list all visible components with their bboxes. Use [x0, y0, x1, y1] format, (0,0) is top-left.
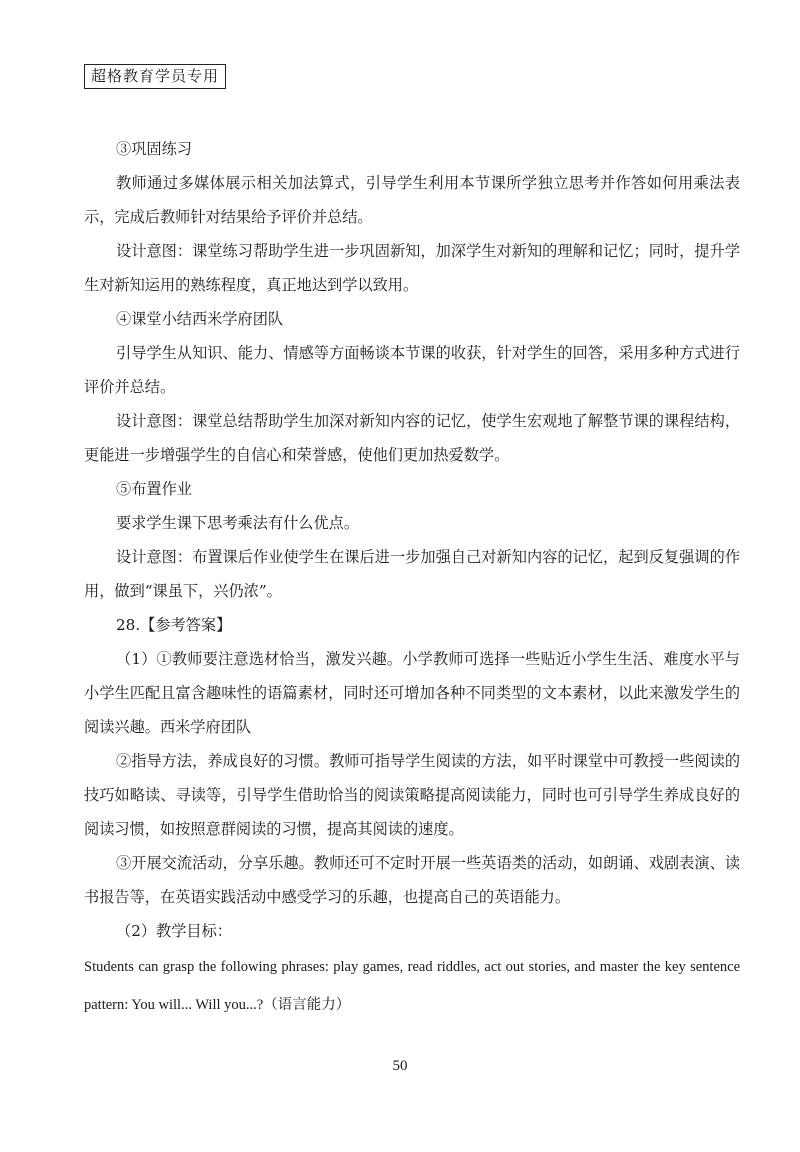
paragraph: Students can grasp the following phrases: play games, read riddles, act out stories, and master the key sentence pattern: You will... Will you...?（语言能力） [84, 959, 740, 1013]
paragraph: ③巩固练习 [116, 140, 192, 158]
paragraph: 要求学生课下思考乘法有什么优点。 [116, 514, 359, 532]
paragraph: 教师通过多媒体展示相关加法算式，引导学生利用本节课所学独立思考并作答如何用乘法表示，完成后教师针对结果给予评价并总结。 [84, 174, 740, 226]
document-body [84, 132, 740, 1024]
paragraph: 设计意图：课堂总结帮助学生加深对新知内容的记忆，使学生宏观地了解整节课的课程结构，更能进一步增强学生的自信心和荣誉感，使他们更加热爱数学。 [84, 412, 740, 464]
paragraph: （2）教学目标： [116, 922, 232, 940]
paragraph: （1）①教师要注意选材恰当，激发兴趣。小学教师可选择一些贴近小学生生活、难度水平与小学生匹配且富含趣味性的语篇素材，同时还可增加各种不同类型的文本素材，以此来激发学生的阅读兴趣。西米学府团队 [84, 650, 740, 736]
paragraph: ④课堂小结西米学府团队 [116, 310, 284, 328]
paragraph: 设计意图：布置课后作业使学生在课后进一步加强自己对新知内容的记忆，起到反复强调的作用，做到“课虽下，兴仍浓”。 [84, 548, 740, 600]
paragraph: ②指导方法，养成良好的习惯。教师可指导学生阅读的方法，如平时课堂中可教授一些阅读的技巧如略读、寻读等，引导学生借助恰当的阅读策略提高阅读能力，同时也可引导学生养成良好的阅读习惯，如按照意群阅读的习惯，提高其阅读的速度。 [84, 752, 740, 838]
page-number: 50 [392, 1058, 408, 1074]
paragraph: 设计意图：课堂练习帮助学生进一步巩固新知，加深学生对新知的理解和记忆；同时，提升学生对新知运用的熟练程度，真正地达到学以致用。 [84, 242, 740, 294]
header-stamp: 超格教育学员专用 [84, 64, 226, 89]
paragraph: ③开展交流活动，分享乐趣。教师还可不定时开展一些英语类的活动，如朗诵、戏剧表演、读书报告等，在英语实践活动中感受学习的乐趣，也提高自己的英语能力。 [84, 854, 740, 906]
paragraph: 引导学生从知识、能力、情感等方面畅谈本节课的收获，针对学生的回答，采用多种方式进行评价并总结。 [84, 344, 740, 396]
paragraph: ⑤布置作业 [116, 480, 192, 498]
paragraph: 28.【参考答案】 [116, 616, 232, 634]
